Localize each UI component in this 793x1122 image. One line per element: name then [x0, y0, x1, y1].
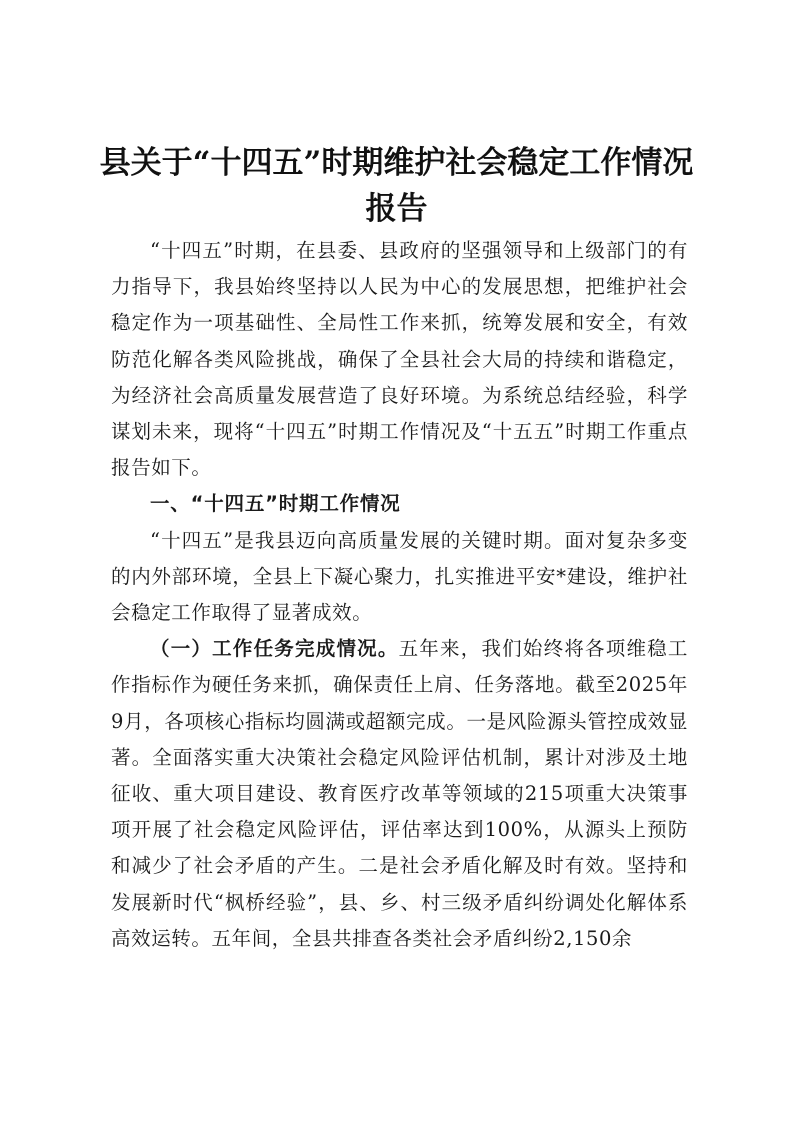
intro-paragraph: “十四五”时期，在县委、县政府的坚强领导和上级部门的有力指导下，我县始终坚持以人民为中心的发展思想，把维护社会稳定作为一项基础性、全局性工作来抓，统筹发展和安全，有效防范化解各类风险挑战，确保了全县社会大局的持续和谐稳定，为经济社会高质量发展营造了良好环境。为系统总结经验，科学谋划未来，现将“十四五”时期工作情况及“十五五”时期工作重点报告如下。 — [111, 239, 688, 480]
subsection-1-paragraph — [111, 631, 688, 957]
section-1-intro-paragraph: “十四五”是我县迈向高质量发展的关键时期。面对复杂多变的内外部环境，全县上下凝心聚力，扎实推进平安*建设，维护社会稳定工作取得了显著成效。 — [111, 528, 688, 625]
subsection-1-body: 五年来，我们始终将各项维稳工作指标作为硬任务来抓，确保责任上肩、任务落地。截至2025年9月，各项核心指标均圆满或超额完成。一是风险源头管控成效显著。全面落实重大决策社会稳定风险评估机制，累计对涉及土地征收、重大项目建设、教育医疗改革等领域的215项重大决策事项开展了社会稳定风险评估，评估率达到100%，从源头上预防和减少了社会矛盾的产生。二是社会矛盾化解及时有效。坚持和发展新时代“枫桥经验”，县、乡、村三级矛盾纠纷调处化解体系高效运转。五年间，全县共排查各类社会矛盾纠纷2,150余 — [111, 637, 688, 950]
document-title: 县关于“十四五”时期维护社会稳定工作情况报告 — [99, 145, 694, 227]
document-body — [111, 233, 688, 957]
subsection-1-heading: （一）工作任务完成情况。 — [150, 637, 399, 661]
section-heading-1: 一、“十四五”时期工作情况 — [150, 492, 401, 516]
